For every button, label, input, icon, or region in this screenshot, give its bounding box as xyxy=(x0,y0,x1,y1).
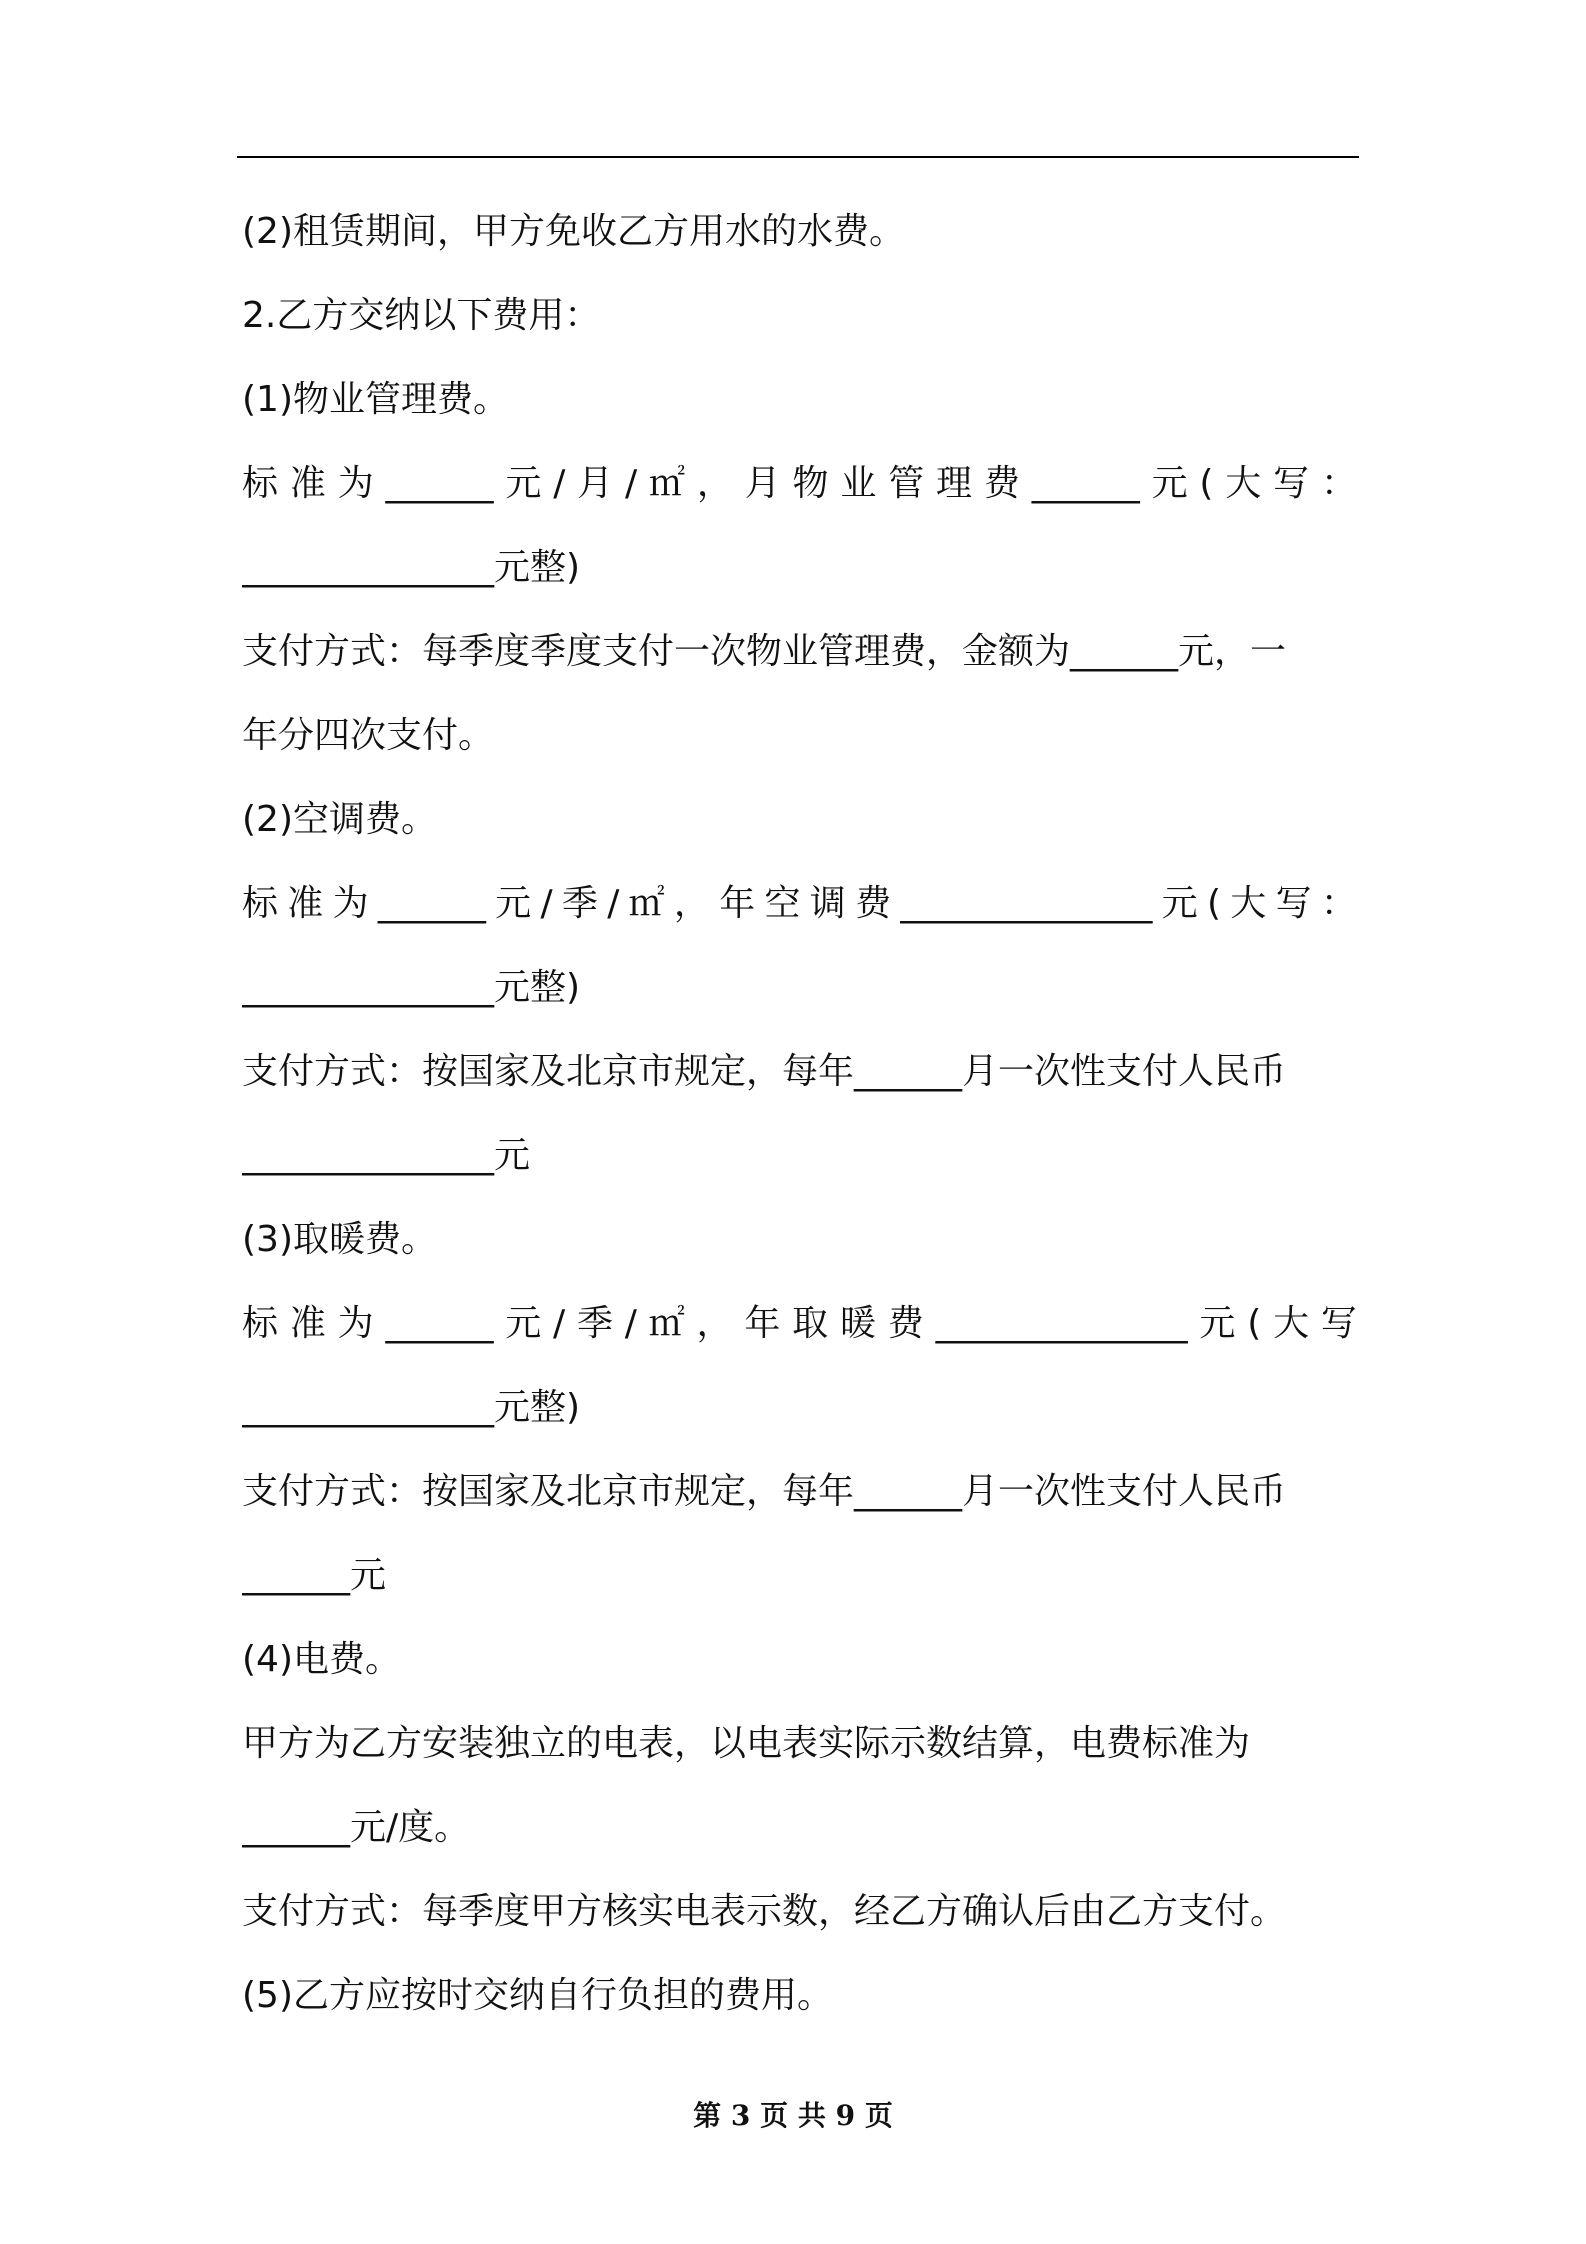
paragraph-line: ______元/度。 xyxy=(242,1807,471,1848)
paragraph-line: (5)乙方应按时交纳自行负担的费用。 xyxy=(242,1975,833,2016)
text-segment: 月 xyxy=(577,463,614,504)
text-segment: ： xyxy=(1320,883,1357,924)
text-segment: 业 xyxy=(840,463,877,504)
text-segment: ______________ xyxy=(900,883,1153,924)
text-segment: ( xyxy=(1199,463,1214,504)
text-segment: 调 xyxy=(809,883,846,924)
text-segment: / xyxy=(540,883,553,924)
header-rule xyxy=(237,156,1359,158)
text-segment: 标 xyxy=(242,883,279,924)
text-segment: 年 xyxy=(719,883,756,924)
paragraph-line: (3)取暖费。 xyxy=(242,1219,437,1260)
text-segment: 物 xyxy=(792,463,829,504)
text-segment: 准 xyxy=(287,883,324,924)
text-segment: 季 xyxy=(561,883,598,924)
text-segment: ， xyxy=(696,463,733,504)
text-segment: 大 xyxy=(1230,883,1267,924)
text-segment: 年 xyxy=(744,1303,781,1344)
text-segment: ： xyxy=(1320,463,1357,504)
text-segment: 元 xyxy=(1199,1303,1236,1344)
document-body xyxy=(242,190,1357,2038)
text-segment: 为 xyxy=(337,463,374,504)
text-segment: ______ xyxy=(385,1303,494,1344)
text-segment: 准 xyxy=(289,463,326,504)
text-segment: 费 xyxy=(855,883,892,924)
text-segment: 为 xyxy=(337,1303,374,1344)
text-segment: / xyxy=(625,463,638,504)
text-segment: ㎡ xyxy=(648,463,685,504)
paragraph-line: ______________元整) xyxy=(242,967,581,1008)
paragraph-line: 支付方式：按国家及北京市规定，每年______月一次性支付人民币 xyxy=(242,1471,1287,1512)
text-segment: ______ xyxy=(377,883,486,924)
text-segment: 标 xyxy=(242,463,279,504)
paragraph-line: 支付方式：每季度季度支付一次物业管理费，金额为______元，一 xyxy=(242,631,1287,672)
paragraph-line: 甲方为乙方安装独立的电表，以电表实际示数结算，电费标准为 xyxy=(242,1723,1251,1764)
text-segment: 大 xyxy=(1225,463,1262,504)
text-segment: 空 xyxy=(764,883,801,924)
text-segment: ， xyxy=(673,883,710,924)
text-segment: ( xyxy=(1247,1303,1262,1344)
paragraph-line: (2)空调费。 xyxy=(242,799,437,840)
text-segment: ______ xyxy=(385,463,494,504)
paragraph-line: 2.乙方交纳以下费用： xyxy=(242,295,601,336)
text-segment: ( xyxy=(1206,883,1222,924)
text-segment: / xyxy=(553,463,566,504)
text-segment: 费 xyxy=(887,1303,924,1344)
text-segment: 元 xyxy=(495,883,532,924)
text-segment: 元 xyxy=(1151,463,1188,504)
text-segment: / xyxy=(553,1303,566,1344)
paragraph-line xyxy=(242,862,1357,946)
text-segment: 元 xyxy=(505,463,542,504)
paragraph-line xyxy=(242,1282,1357,1366)
text-segment: ㎡ xyxy=(648,1303,685,1344)
text-segment: 季 xyxy=(576,1303,613,1344)
paragraph-line: (2)租赁期间，甲方免收乙方用水的水费。 xyxy=(242,211,905,252)
text-segment: 月 xyxy=(744,463,781,504)
text-segment: 为 xyxy=(332,883,369,924)
text-segment: 写 xyxy=(1273,463,1310,504)
text-segment: / xyxy=(607,883,620,924)
paragraph-line: (1)物业管理费。 xyxy=(242,379,509,420)
text-segment: ______________ xyxy=(935,1303,1188,1344)
text-segment: 写 xyxy=(1275,883,1312,924)
text-segment: / xyxy=(624,1303,637,1344)
paragraph-line: (4)电费。 xyxy=(242,1639,401,1680)
text-segment: ， xyxy=(696,1303,733,1344)
text-segment: 标 xyxy=(242,1303,279,1344)
text-segment: 理 xyxy=(936,463,973,504)
text-segment: 准 xyxy=(289,1303,326,1344)
text-segment: 费 xyxy=(983,463,1020,504)
paragraph-line: ______________元整) xyxy=(242,1387,581,1428)
text-segment: 元 xyxy=(1161,883,1198,924)
text-segment: 管 xyxy=(888,463,925,504)
text-segment: 取 xyxy=(792,1303,829,1344)
paragraph-line xyxy=(242,442,1357,526)
text-segment: 写 xyxy=(1320,1303,1357,1344)
paragraph-line: 支付方式：按国家及北京市规定，每年______月一次性支付人民币 xyxy=(242,1051,1287,1092)
text-segment: 元 xyxy=(505,1303,542,1344)
paragraph-line: ______________元 xyxy=(242,1135,530,1176)
text-segment: ㎡ xyxy=(628,883,665,924)
text-segment: ______ xyxy=(1031,463,1140,504)
page-footer: 第 3 页 共 9 页 xyxy=(693,2099,893,2132)
paragraph-line: 支付方式：每季度甲方核实电表示数，经乙方确认后由乙方支付。 xyxy=(242,1891,1287,1932)
paragraph-line: ______元 xyxy=(242,1555,387,1596)
text-segment: 暖 xyxy=(839,1303,876,1344)
paragraph-line: ______________元整) xyxy=(242,547,581,588)
paragraph-line: 年分四次支付。 xyxy=(242,715,495,756)
text-segment: 大 xyxy=(1273,1303,1310,1344)
